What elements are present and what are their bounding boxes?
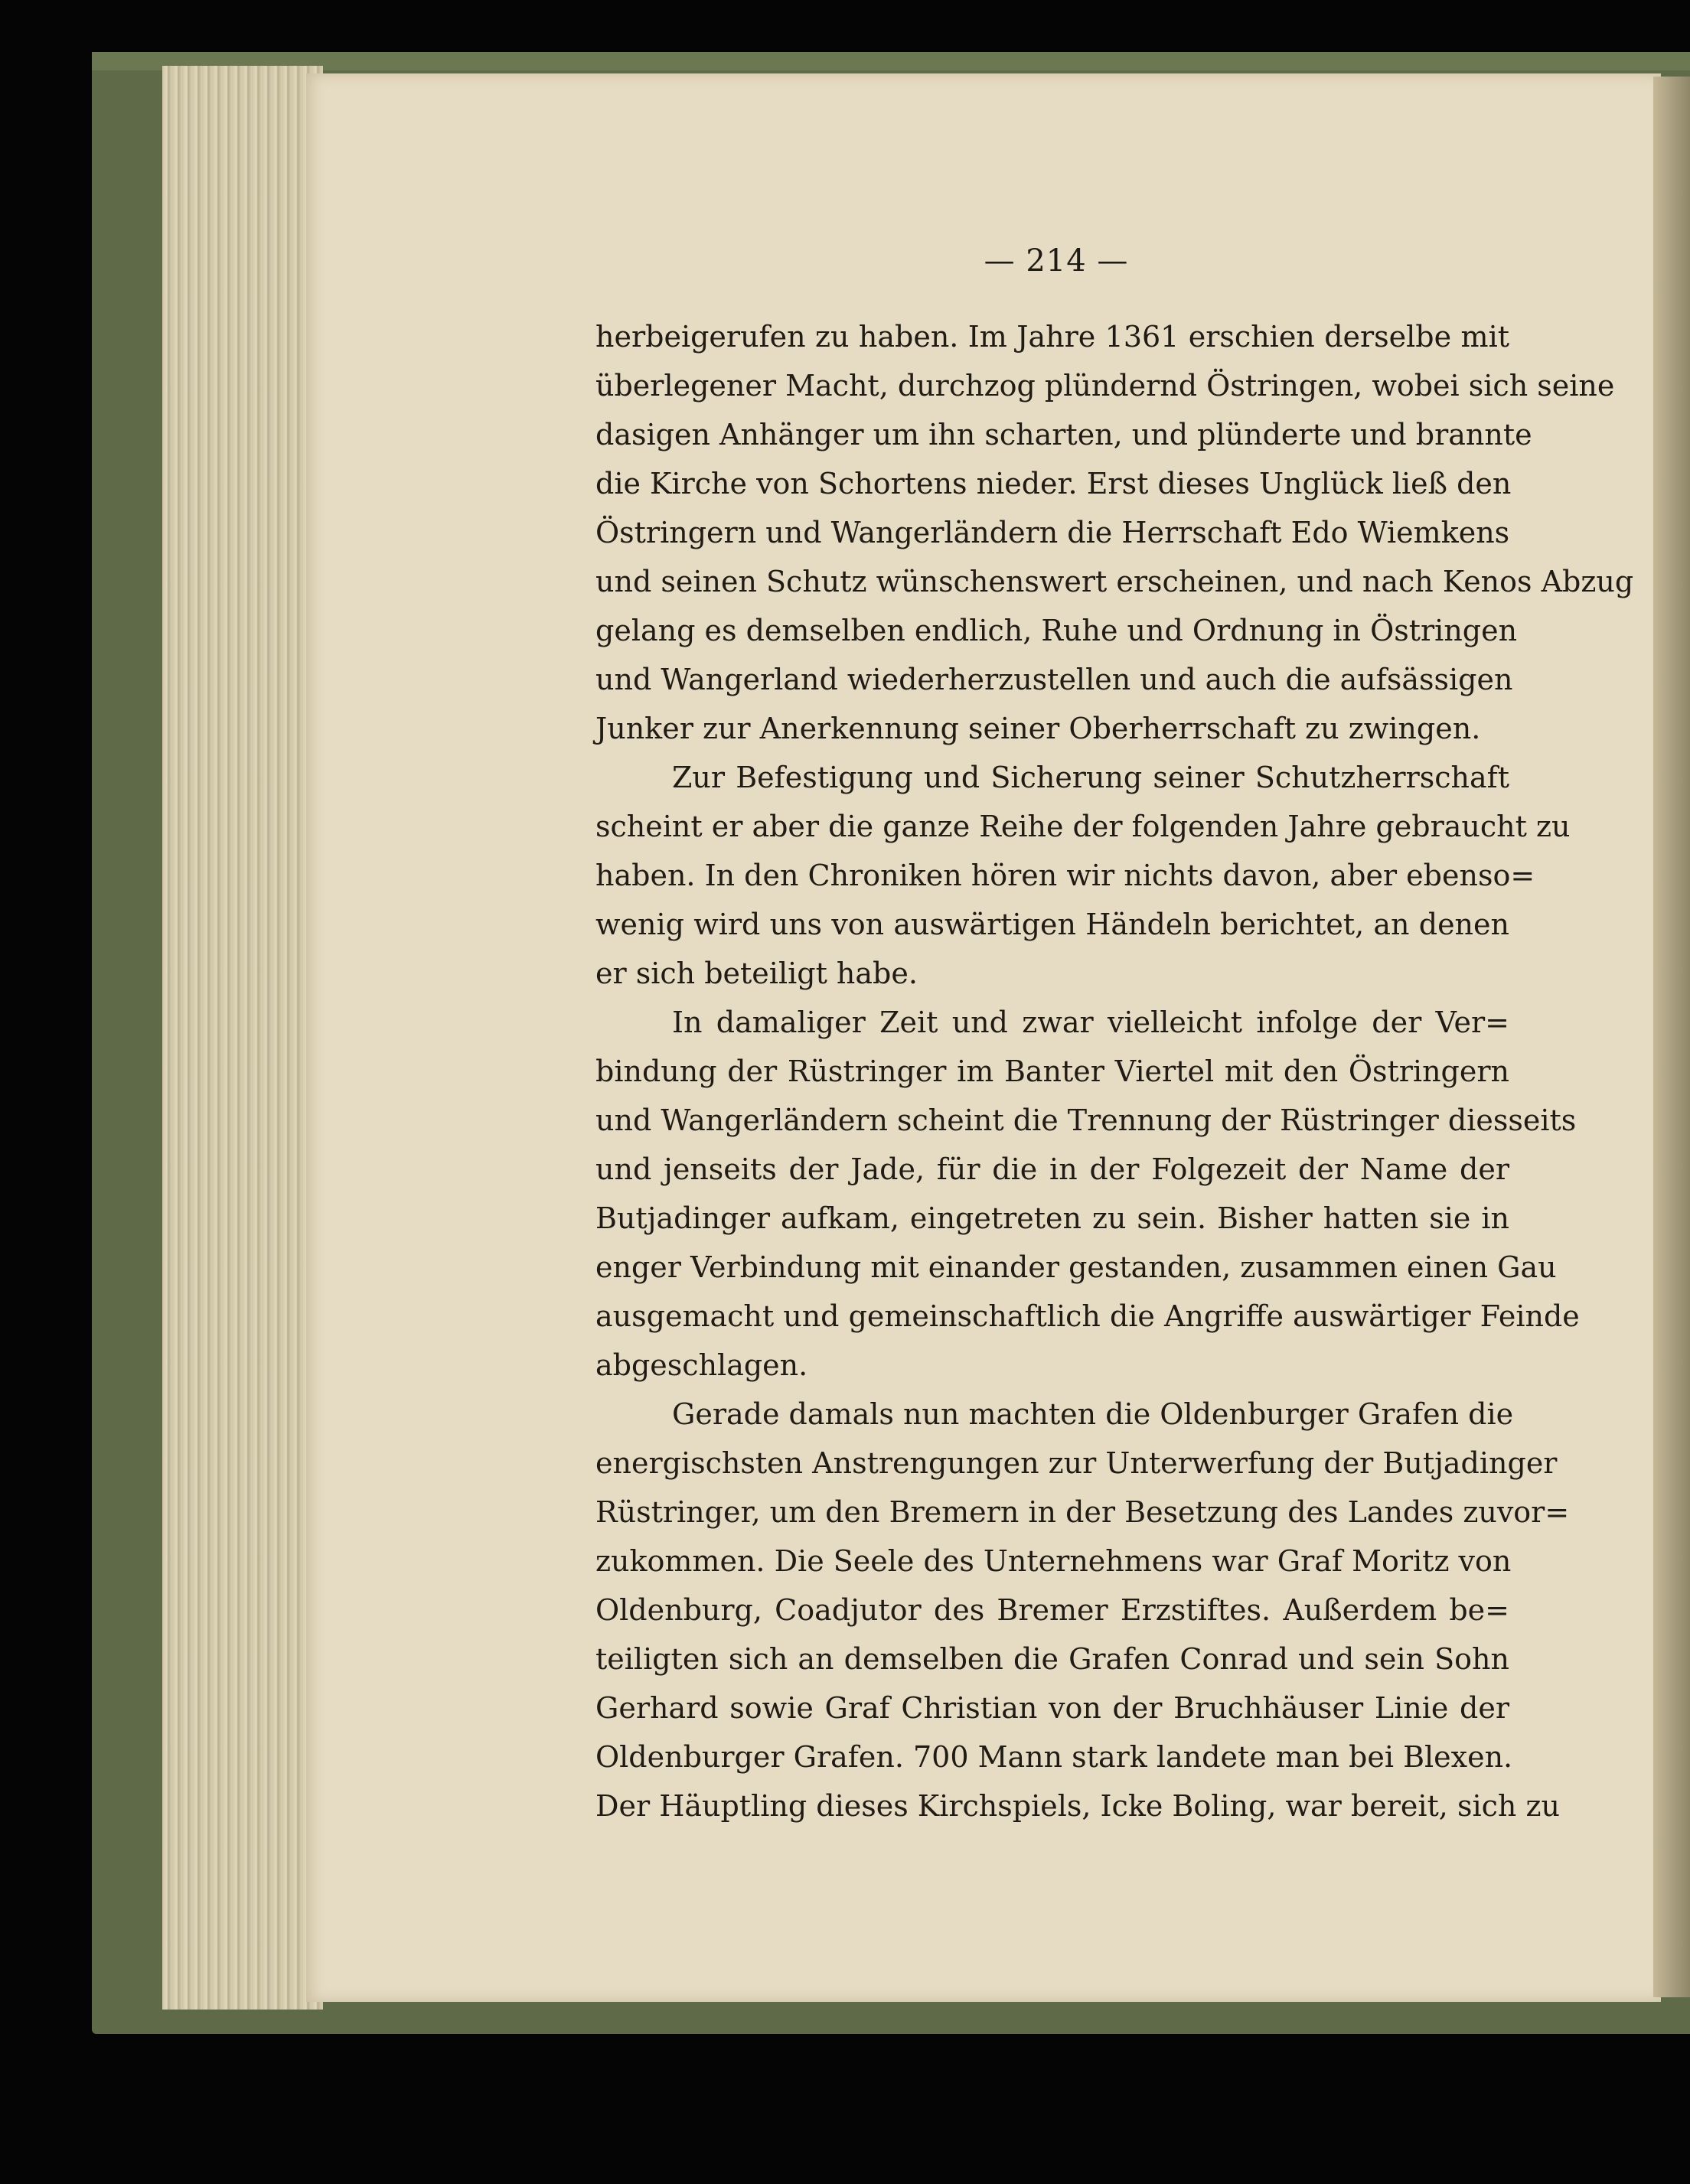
text-line: und seinen Schutz wünschenswert erscheinen, und nach Kenos Abzug — [595, 565, 1634, 598]
page-body-text — [595, 312, 1634, 1830]
text-line: überlegener Macht, durchzog plündernd Östringen, wobei sich seine — [595, 369, 1615, 403]
text-line: teiligten sich an demselben die Grafen Conrad und sein Sohn — [595, 1642, 1509, 1676]
text-line: herbeigerufen zu haben. Im Jahre 1361 erschien derselbe mit — [595, 320, 1509, 354]
page-number: — 214 — — [984, 243, 1129, 279]
text-line: In damaliger Zeit und zwar vielleicht infolge der Ver= — [672, 1006, 1509, 1039]
text-line: ausgemacht und gemeinschaftlich die Angriffe auswärtiger Feinde — [595, 1299, 1580, 1333]
text-line: haben. In den Chroniken hören wir nichts davon, aber ebenso= — [595, 859, 1535, 892]
text-line: dasigen Anhänger um ihn scharten, und plünderte und brannte — [595, 418, 1532, 451]
text-line: abgeschlagen. — [595, 1348, 808, 1382]
text-line: Der Häuptling dieses Kirchspiels, Icke Boling, war bereit, sich zu — [595, 1789, 1560, 1823]
text-line: Gerade damals nun machten die Oldenburger Grafen die — [672, 1397, 1514, 1431]
text-line: scheint er aber die ganze Reihe der folgenden Jahre gebraucht zu — [595, 810, 1571, 843]
text-line: und Wangerland wiederherzustellen und auch die aufsässigen — [595, 663, 1513, 696]
text-line: enger Verbindung mit einander gestanden, zusammen einen Gau — [595, 1250, 1557, 1284]
text-line: gelang es demselben endlich, Ruhe und Ordnung in Östringen — [595, 614, 1518, 647]
text-line: er sich beteiligt habe. — [595, 957, 918, 990]
text-line: wenig wird uns von auswärtigen Händeln berichtet, an denen — [595, 908, 1509, 941]
text-line: die Kirche von Schortens nieder. Erst dieses Unglück ließ den — [595, 467, 1512, 500]
text-line: Oldenburg, Coadjutor des Bremer Erzstiftes. Außerdem be= — [595, 1593, 1509, 1627]
text-line: und jenseits der Jade, für die in der Folgezeit der Name der — [595, 1152, 1509, 1186]
text-line: bindung der Rüstringer im Banter Viertel mit den Östringern — [595, 1055, 1509, 1088]
text-line: Zur Befestigung und Sicherung seiner Schutzherrschaft — [672, 761, 1509, 794]
page-gutter-shadow — [1653, 77, 1690, 1997]
text-line: zukommen. Die Seele des Unternehmens war Graf Moritz von — [595, 1544, 1512, 1578]
text-line: Butjadinger aufkam, eingetreten zu sein. Bisher hatten sie in — [595, 1201, 1509, 1235]
text-line: Gerhard sowie Graf Christian von der Bruchhäuser Linie der — [595, 1691, 1509, 1725]
text-line: Östringern und Wangerländern die Herrschaft Edo Wiemkens — [595, 516, 1510, 549]
page-edges — [162, 66, 323, 2010]
text-line: Junker zur Anerkennung seiner Oberherrschaft zu zwingen. — [595, 712, 1481, 745]
text-line: energischsten Anstrengungen zur Unterwerfung der Butjadinger — [595, 1446, 1558, 1480]
text-line: Oldenburger Grafen. 700 Mann stark landete man bei Blexen. — [595, 1740, 1513, 1774]
book-cover-top-edge — [92, 52, 1690, 70]
text-line: und Wangerländern scheint die Trennung der Rüstringer diesseits — [595, 1103, 1577, 1137]
text-line: Rüstringer, um den Bremern in der Besetzung des Landes zuvor= — [595, 1495, 1570, 1529]
